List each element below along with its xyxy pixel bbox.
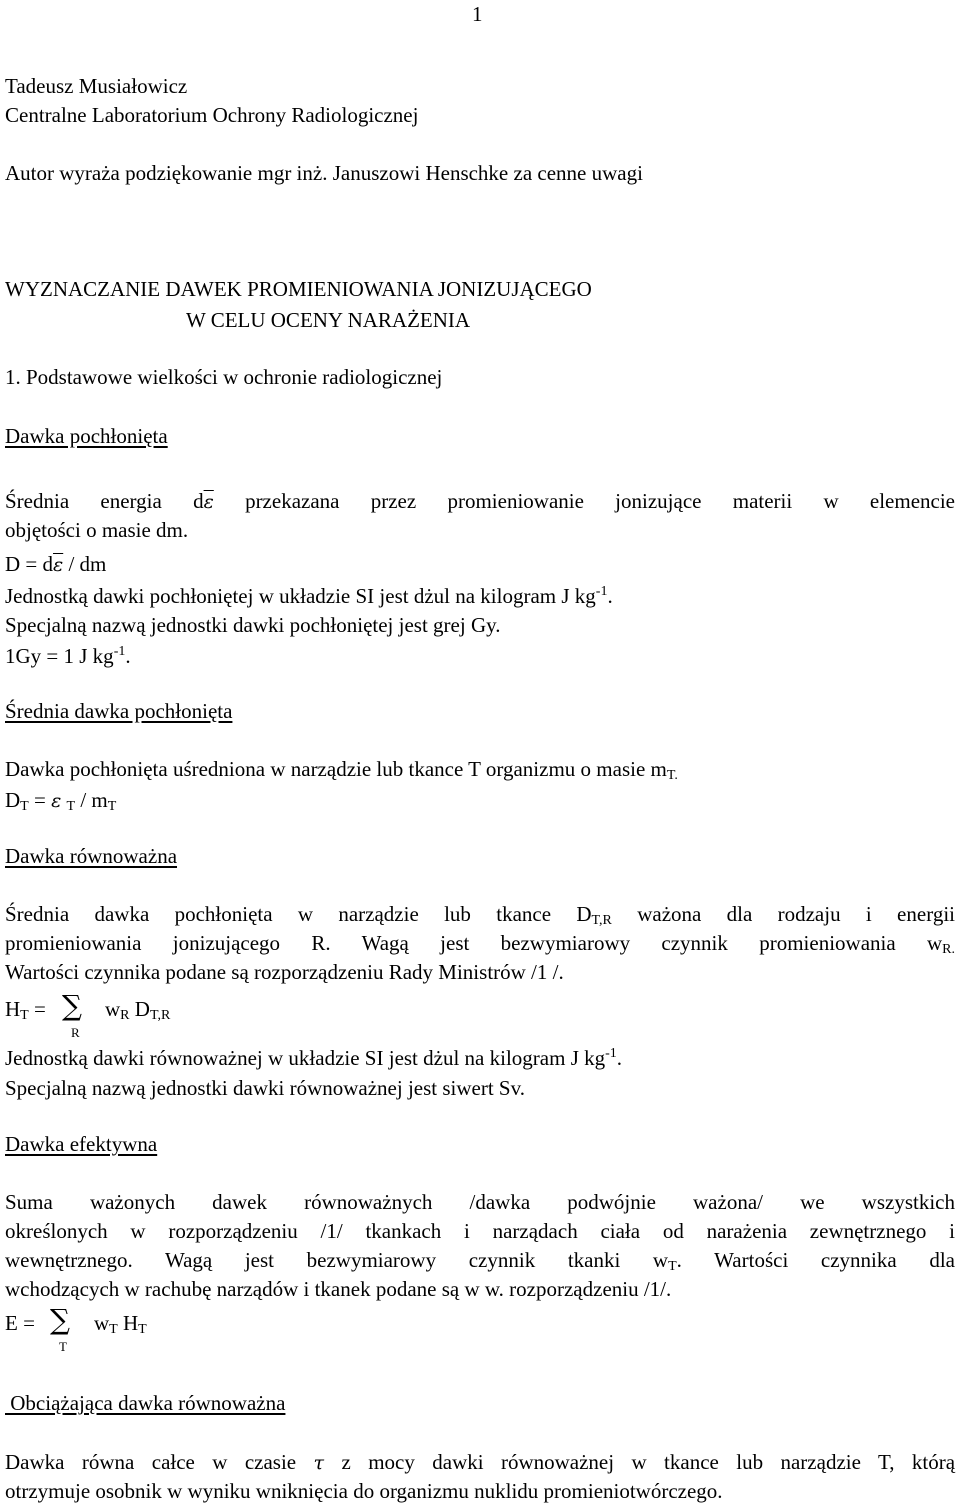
effective-dose-line-3: wewnętrznego. Wagą jest bezwymiarowy czynnik tkanki $w_T$. Wartości czynnika dla xyxy=(5,1248,955,1274)
effective-dose-formula: E = xyxy=(5,1311,35,1335)
epsilon-symbol: ε xyxy=(51,790,62,812)
absorbed-dose-formula: $D = d\overline{\varepsilon}$ / dm xyxy=(5,552,107,576)
tau-symbol: τ xyxy=(313,1452,325,1474)
page-number: 1 xyxy=(472,2,483,26)
equivalent-dose-formula-terms: $w_R$ $D_{T,R}$ xyxy=(105,997,171,1023)
author-name: Tadeusz Musiałowicz xyxy=(5,74,188,98)
equivalent-dose-heading: Dawka równoważna xyxy=(5,844,178,868)
absorbed-dose-heading: Dawka pochłonięta xyxy=(5,424,168,448)
absorbed-dose-paragraph-line-1: Średnia energia $d\overline{\varepsilon}$ przekazana przez promieniowanie jonizujące materii w elemencie xyxy=(5,489,956,513)
effective-dose-line-2: określonych w rozporządzeniu /1/ tkankach i narządach ciała od narażenia zewnętrznego i xyxy=(5,1219,955,1243)
equivalent-dose-special-unit: Specjalną nazwą jednostki dawki równoważnej jest siwert Sv. xyxy=(5,1076,525,1100)
gray-definition: 1Gy = 1 J $kg^{-1}$. xyxy=(5,644,131,668)
effective-dose-line-1: Suma ważonych dawek równoważnych /dawka podwójnie ważona/ we wszystkich xyxy=(5,1190,955,1214)
effective-dose-heading: Dawka efektywna xyxy=(5,1132,158,1156)
epsilon-symbol: $\overline{\varepsilon}$ xyxy=(203,491,214,513)
absorbed-dose-paragraph-line-2: objętości o masie dm. xyxy=(5,518,189,542)
effective-dose-line-4: wchodzących w rachubę narządów i tkanek podane są w w. rozporządzeniu /1/. xyxy=(5,1277,672,1301)
equivalent-dose-line-3: Wartości czynnika podane są rozporządzeniu Rady Ministrów /1 /. xyxy=(5,960,564,984)
sum-index: R xyxy=(71,1025,80,1040)
absorbed-dose-special-unit: Specjalną nazwą jednostki dawki pochłoniętej jest grej Gy. xyxy=(5,613,501,637)
committed-dose-heading: Obciążająca dawka równoważna xyxy=(5,1391,286,1415)
mean-dose-formula: $D_T = \varepsilon$ $_T / m_T$ xyxy=(5,788,117,814)
absorbed-dose-unit: Jednostką dawki pochłoniętej w układzie SI jest dżul na kilogram J $kg^{-1}$. xyxy=(5,584,613,608)
sum-index: T xyxy=(59,1339,67,1354)
institution: Centralne Laboratorium Ochrony Radiologicznej xyxy=(5,103,419,127)
sum-symbol: ∑ xyxy=(62,989,82,1022)
effective-dose-formula-terms: $w_T$ $H_T$ xyxy=(94,1311,147,1337)
equivalent-dose-formula: $H_T$ = xyxy=(5,997,46,1023)
mean-dose-paragraph: Dawka pochłonięta uśredniona w narządzie lub tkance T organizmu o masie $m_{T.}$ xyxy=(5,757,678,783)
document-title-line-1: WYZNACZANIE DAWEK PROMIENIOWANIA JONIZUJĄCEGO xyxy=(5,277,592,301)
section-heading: 1. Podstawowe wielkości w ochronie radiologicznej xyxy=(5,365,443,389)
committed-dose-line-1: Dawka równa całce w czasie τ z mocy dawki równoważnej w tkance lub narządzie T, którą xyxy=(5,1450,956,1474)
mean-dose-heading: Średnia dawka pochłonięta xyxy=(5,699,233,723)
document-title-line-2: W CELU OCENY NARAŻENIA xyxy=(186,308,471,332)
sum-symbol: ∑ xyxy=(50,1303,70,1336)
equivalent-dose-line-1: Średnia dawka pochłonięta w narządzie lub tkance $D_{T,R}$ ważona dla rodzaju i energii xyxy=(5,902,955,928)
equivalent-dose-unit: Jednostką dawki równoważnej w układzie SI jest dżul na kilogram J $kg^{-1}$. xyxy=(5,1046,623,1070)
epsilon-symbol: $\overline{\varepsilon}$ xyxy=(53,554,64,576)
equivalent-dose-line-2: promieniowania jonizującego R. Wagą jest bezwymiarowy czynnik promieniowania $w_{R.}$ xyxy=(5,931,955,957)
committed-dose-line-2: otrzymuje osobnik w wyniku wniknięcia do organizmu nuklidu promieniotwórczego. xyxy=(5,1479,723,1503)
acknowledgement: Autor wyraża podziękowanie mgr inż. Januszowi Henschke za cenne uwagi xyxy=(5,161,643,185)
